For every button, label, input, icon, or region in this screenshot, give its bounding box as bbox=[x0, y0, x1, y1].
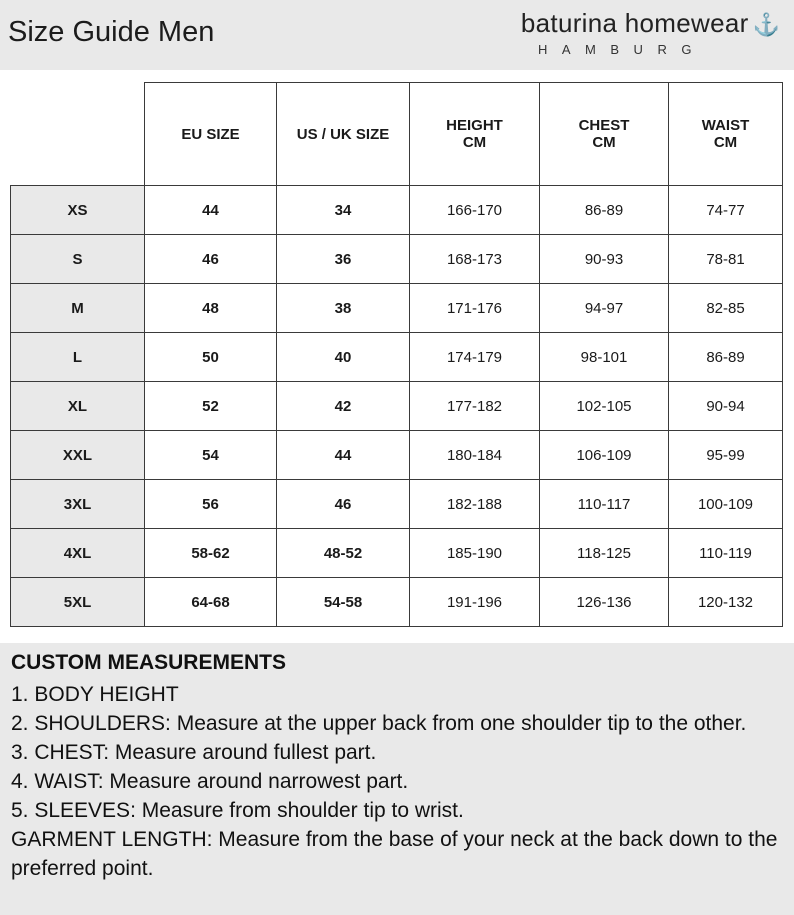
cell-height: 185-190 bbox=[410, 529, 540, 578]
cell-us: 38 bbox=[277, 284, 410, 333]
table-row bbox=[11, 235, 783, 284]
cell-chest: 106-109 bbox=[540, 431, 669, 480]
custom-list bbox=[11, 680, 791, 883]
cell-us: 40 bbox=[277, 333, 410, 382]
table-row bbox=[11, 333, 783, 382]
cell-size: 3XL bbox=[11, 480, 145, 529]
cell-eu: 44 bbox=[145, 186, 277, 235]
table-row bbox=[11, 186, 783, 235]
cell-waist: 100-109 bbox=[669, 480, 783, 529]
table-row bbox=[11, 382, 783, 431]
cell-eu: 64-68 bbox=[145, 578, 277, 627]
size-table bbox=[10, 82, 783, 627]
cell-waist: 74-77 bbox=[669, 186, 783, 235]
list-item: 5. SLEEVES: Measure from shoulder tip to wrist. bbox=[11, 799, 464, 822]
cell-waist: 95-99 bbox=[669, 431, 783, 480]
cell-chest: 102-105 bbox=[540, 382, 669, 431]
cell-size: S bbox=[11, 235, 145, 284]
cell-eu: 56 bbox=[145, 480, 277, 529]
cell-us: 46 bbox=[277, 480, 410, 529]
list-item: 4. WAIST: Measure around narrowest part. bbox=[11, 770, 409, 793]
cell-height: 168-173 bbox=[410, 235, 540, 284]
column-header: US / UK SIZE bbox=[277, 83, 410, 186]
table-row bbox=[11, 480, 783, 529]
cell-chest: 110-117 bbox=[540, 480, 669, 529]
cell-size: L bbox=[11, 333, 145, 382]
column-header: WAIST CM bbox=[669, 83, 783, 186]
header bbox=[0, 0, 794, 70]
page-title: Size Guide Men bbox=[8, 16, 215, 48]
list-item: 3. CHEST: Measure around fullest part. bbox=[11, 741, 377, 764]
cell-height: 177-182 bbox=[410, 382, 540, 431]
cell-chest: 118-125 bbox=[540, 529, 669, 578]
cell-size: XL bbox=[11, 382, 145, 431]
cell-height: 191-196 bbox=[410, 578, 540, 627]
brand-city: HAMBURG bbox=[538, 42, 706, 57]
cell-chest: 86-89 bbox=[540, 186, 669, 235]
brand-name: baturina homewear bbox=[520, 8, 749, 38]
cell-eu: 54 bbox=[145, 431, 277, 480]
column-header: HEIGHT CM bbox=[410, 83, 540, 186]
cell-waist: 90-94 bbox=[669, 382, 783, 431]
table-header-row bbox=[11, 83, 783, 186]
cell-height: 180-184 bbox=[410, 431, 540, 480]
cell-size: 4XL bbox=[11, 529, 145, 578]
table-row bbox=[11, 284, 783, 333]
cell-size: M bbox=[11, 284, 145, 333]
cell-eu: 50 bbox=[145, 333, 277, 382]
cell-us: 48-52 bbox=[277, 529, 410, 578]
table-row bbox=[11, 578, 783, 627]
cell-size: 5XL bbox=[11, 578, 145, 627]
cell-waist: 78-81 bbox=[669, 235, 783, 284]
cell-eu: 52 bbox=[145, 382, 277, 431]
cell-waist: 82-85 bbox=[669, 284, 783, 333]
cell-chest: 98-101 bbox=[540, 333, 669, 382]
cell-size: XXL bbox=[11, 431, 145, 480]
cell-chest: 90-93 bbox=[540, 235, 669, 284]
cell-waist: 120-132 bbox=[669, 578, 783, 627]
cell-height: 171-176 bbox=[410, 284, 540, 333]
cell-height: 182-188 bbox=[410, 480, 540, 529]
table-row bbox=[11, 431, 783, 480]
cell-height: 174-179 bbox=[410, 333, 540, 382]
cell-chest: 94-97 bbox=[540, 284, 669, 333]
list-item: 1. BODY HEIGHT bbox=[11, 683, 179, 706]
column-header: EU SIZE bbox=[145, 83, 277, 186]
cell-eu: 58-62 bbox=[145, 529, 277, 578]
custom-measurements bbox=[0, 643, 794, 915]
cell-height: 166-170 bbox=[410, 186, 540, 235]
anchor-icon: ⚓ bbox=[752, 12, 780, 37]
table-row bbox=[11, 529, 783, 578]
cell-chest: 126-136 bbox=[540, 578, 669, 627]
cell-us: 34 bbox=[277, 186, 410, 235]
cell-us: 44 bbox=[277, 431, 410, 480]
cell-size: XS bbox=[11, 186, 145, 235]
cell-eu: 48 bbox=[145, 284, 277, 333]
cell-waist: 110-119 bbox=[669, 529, 783, 578]
corner-cell bbox=[11, 83, 145, 186]
cell-waist: 86-89 bbox=[669, 333, 783, 382]
cell-eu: 46 bbox=[145, 235, 277, 284]
cell-us: 54-58 bbox=[277, 578, 410, 627]
brand-logo bbox=[521, 8, 780, 39]
cell-us: 36 bbox=[277, 235, 410, 284]
column-header: CHEST CM bbox=[540, 83, 669, 186]
list-item: 2. SHOULDERS: Measure at the upper back from one shoulder tip to the other. bbox=[11, 712, 747, 735]
custom-title: CUSTOM MEASUREMENTS bbox=[11, 651, 286, 674]
list-item: GARMENT LENGTH: Measure from the base of your neck at the back down to the preferred point. bbox=[11, 828, 778, 880]
cell-us: 42 bbox=[277, 382, 410, 431]
